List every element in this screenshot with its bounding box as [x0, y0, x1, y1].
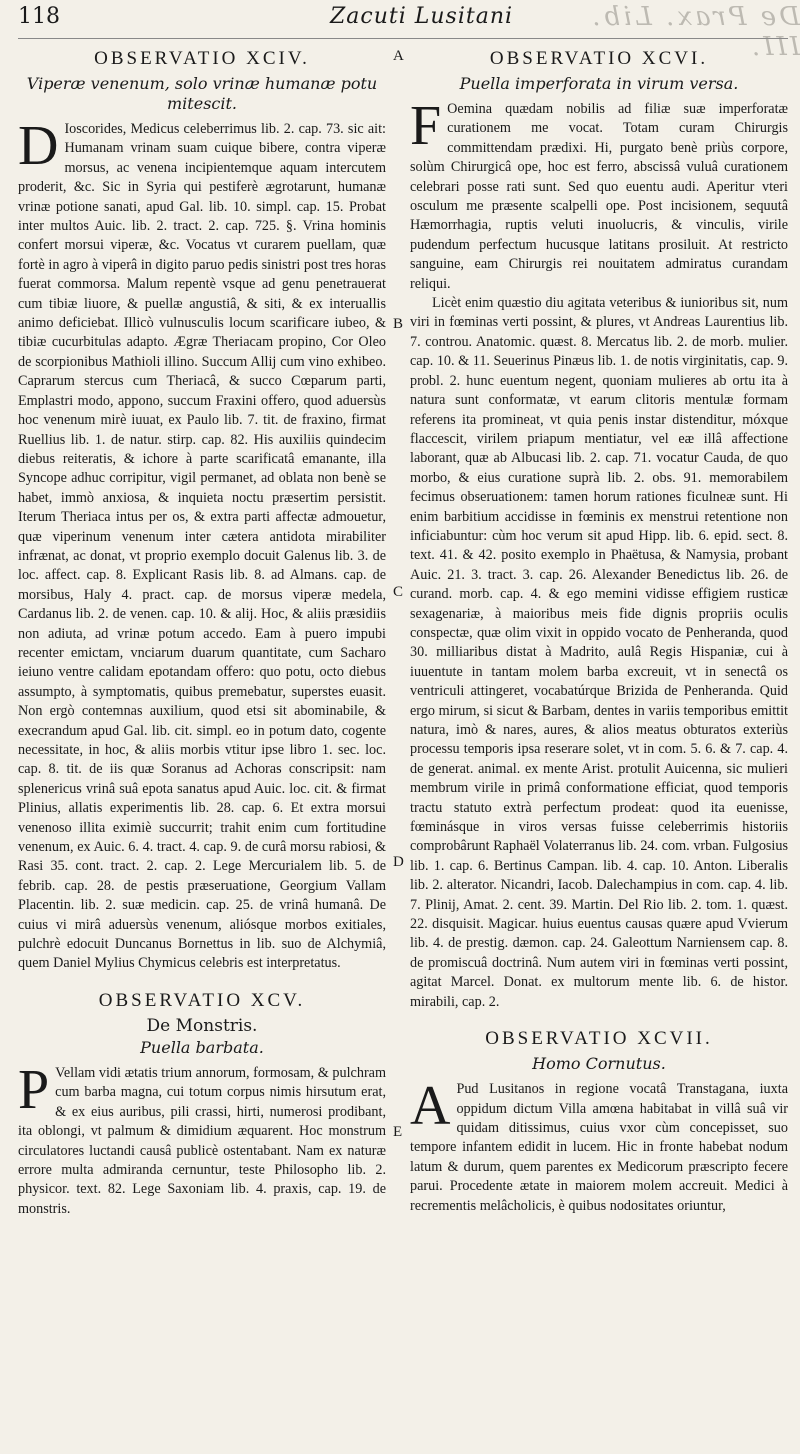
obs96-body [410, 95, 788, 294]
right-column [410, 46, 788, 1216]
obs95-text: Vellam vidi ætatis trium annorum, formosam, & pulchram cum barba magna, cui totum corpus nimis hirsutum erat, & ex eius auribus, pili crassi, hirti, numerosi prodibant, ita oblongi, vt palmum & dimidium æquarent. Hoc monstrum circulatores luctandi causâ publicè ostentabant. Nam ex naturæ errore multa admiranda cernuntur, teste Philosopho lib. 2. physicor. text. 82. Lege Saxoniam lib. 4. praxis, cap. 19. de monstris. [18, 1064, 386, 1217]
page-number: 118 [18, 4, 60, 29]
obs95-subtitle: De Monstris. [146, 1015, 258, 1036]
bleed-through-text: De Prax. Lib. III. [589, 2, 800, 62]
obs96-subtitle: Puella imperforata in virum versa. [459, 74, 739, 93]
obs97-dropcap: A [410, 1075, 451, 1138]
obs97-body [410, 1075, 788, 1216]
obs94-title: OBSERVATIO XCIV. [94, 48, 310, 69]
obs96-dropcap: F [410, 95, 442, 157]
header-rule [18, 38, 788, 39]
obs96-body-2 [410, 294, 788, 1012]
obs94-text: Ioscorides, Medicus celeberrimus lib. 2. cap. 73. sic ait: Humanam vrinam suam cuique bibere, contra viperæ morsus, ac venena incipientemque aquam intercutem proderit, &c. Sic in Syria qui pestiferè ægrotarunt, humanæ vrinæ potione sanati, apud Gal. lib. 10. simpl. cap. 15. Probat inter multos Auic. lib. 2. tract. 2. cap. 725. §. Vrina hominis confert morsui viperæ, &c. Vocatus vt curarem puellam, quæ fortè in agro à viperâ in digito paruo pedis sinistri post tres horas fuerat commorsa. Malum repentè vsque ad genu penetrauerat cum tibiæ liuore, & puellæ angustiâ, & siti, & ex interuallis animo deficiebat. Illicò vulnusculis locum scarificare iubeo, & tibiæ cucurbitulas adapto. Ægræ Theriacam propino, Cor Oleo de scorpionibus Mathioli illino. Succum Allij cum vino exhibeo. Caprarum stercus cum Theriacâ, & succo Cœparum parti, Emplastri modo, appono, succum Fraxini offero, quod aduersùs hoc venenum mirè iuuat, ex Paulo lib. 7. tit. de fraxino, firmat Ruellius lib. 1. de natur. stirp. cap. 82. His auxiliis quindecim diebus reiteratis, & ichore à parte scarificatâ emanante, illa Syncope adhuc corripitur, vigil permanet, ad oblata non benè se habet, immò anxiosa, & inquieta noctu præsertim persistit. Iterum Theriaca intus per os, & extra parti affectæ admouetur, quæ viperinum venenum inter cætera antidota mirabiliter infrænat, ac donat, vt proprio exemplo docuit Galenus lib. 3. de loc. affect. cap. 8. Explicant Rasis lib. 8. ad Almans. cap. de morsibus, Haly 4. pract. cap. de morsus viperæ medela, Cardanus lib. 2. de venen. cap. 10. & alij. Hoc, & aliis præsidiis non adiuta, ad vrinæ potum accedo. Eam à puero impubi recenter emictam, vnciarum duarum quantitate, cum Sacharo ieiuno ventre calidam epotandam offero: quo potu, octo diebus assumpto, à symptomatis, quibus premebatur, superstes euasit. Non ergò contemnas auxilium, quod etsi sit abominabile, & execrandum apud Gal. lib. cit. simpl. eo in potum dato, cogente necessitate, in hoc, & aliis morbis vtitur ipse libro 1. sec. loc. cap. 8. tit. de iis quæ Soranus ad Achoras conscripsit: nam splenericus vrinâ suâ epota sanatus apud Auic. loc. cit. & firmat Plinius, allatis experimentis lib. 28. cap. 6. Et extra morsui venenoso illita eximiè succurrit; trahit enim cum fortitudine venenum, ex Auic. 6. 4. tract. 4. cap. 9. de curâ morsu rabiosi, & Rasi 35. cont. tract. 2. cap. 2. Lege Mercurialem lib. 5. de febrib. cap. 28. de pestis præseruatione, Georgium Vallam Placentin. lib. 2. suæ medicin. cap. 25. de vrinâ humanâ. De cuius vi mirâ aduersùs venenum, aliósque morbos exitiales, pulchrè edocuit Duncanus Bornettus in lib. suo de Alchymiâ, quem Daniel Mylius Chymicus celebris est interpretatus. [18, 121, 386, 972]
obs97-title: OBSERVATIO XCVII. [485, 1028, 713, 1050]
obs94-dropcap: D [18, 115, 59, 177]
obs97-subtitle: Homo Cornutus. [532, 1054, 666, 1074]
obs95-body [18, 1058, 386, 1219]
obs96-text2: Licèt enim quæstio diu agitata veteribus & iunioribus sit, num viri in fœminas verti possint, & plures, vt Andreas Laurentius lib. 7. controu. Anatomic. quæst. 8. Mercatus lib. 2. de morb. mulier. cap. 10. & 11. Seuerinus Pinæus lib. 1. de notis virginitatis, cap. 9. probl. 2. hunc euentum negent, quoniam mulieres ab ortu ita à natura sunt conformatæ, vt earum clitoris mentulæ formam referens ita promineat, vt quia penis instar distenditur, móxque flaccescit, virilem priapum mentiatur, vel eæ illâ affectione laborant, quæ ab Albucasi lib. 2. cap. 71. vocatur Cauda, de quo morbo, & eius curatione suprà lib. 2. obs. 91. memorabilem fecimus obseruationem: tamen horum rationes ficulneæ sunt. Hi enim barbitium accidisse in fœminis ex menstrui retentione non inficiabuntur: cùm hoc verum sit apud Hipp. lib. 6. epid. sect. 8. text. 41. & 42. posito exemplo in Phaëtusa, & Namysia, probant Auic. 21. 3. tract. 3. cap. 26. Alexander Benedictus lib. 26. de curand. morb. cap. 4. & ego memini vidisse effigiem rusticæ sexagenariæ, à maioribus meis fide dignis propriis oculis conspectæ, quæ olim vixit in oppido vocato de Penheranda, quod 30. milliaribus distat à Madrito, aulâ Regis Hispaniæ, cui à iuuentute in tantam molem barba excreuit, vt in senectâ os ventriculi attingeret, vocabatúrque Brizida de Penheranda. Quid ergo mirum, si sicut & Barbam, dentes in variis temporibus emittit natura, imò & nares, aures, & alios meatus obturatos exteriùs processu temporis ipsa reserare solet, vt in com. 5. 6. & 7. cap. 4. de generat. animal. ex mente Arist. protulit Auicenna, sic mulieri membrum virile in primâ conformatione efficiat, quod temporis tractu statuto extrà perfectum prodeat: quod ita euenisse, fœminásque in viros versas fuisse celeberrimis historiis comprobârunt Raphaël Volaterranus lib. 24. com. vrban. Fulgosius lib. 1. cap. 6. Bertinus Campan. lib. 4. cap. 10. Anton. Liberalis lib. 2. alterator. Nicandri, Iacob. Dalechampius in com. cap. 4. lib. 7. Plinij, Amat. 2. cent. 39. Martin. Del Rio lib. 2. tom. 1. quæst. 22. disquisit. Magicar. huius euentus causas quære apud Vvierum lib. 4. de prestig. dæmon. cap. 24. Galeottum Narniensem cap. 8. de promiscuâ doctrinâ. Num autem viri in fœminas verti possint, agitat Marcel. Donat. ex multorum mente lib. 6. de histor. mirabili, cap. 2. [410, 295, 788, 1010]
obs94-subtitle: Viperæ venenum, solo vrinæ humanæ potu mitescit. [26, 74, 378, 113]
margin-letter-e: E [393, 1124, 403, 1140]
left-column [18, 46, 386, 1219]
margin-letter-b: B [393, 316, 404, 332]
obs96-title: OBSERVATIO XCVI. [489, 48, 709, 69]
obs94-body [18, 115, 386, 974]
obs96-text1: Oemina quædam nobilis ad filiæ suæ imperforatæ curationem me vocat. Totam curam Chirurgis committendam prædixi. Hi, purgato benè priùs corpore, solùm Chirurgicâ ope, hoc est ferro, abscissâ vuluâ curationem celebrari posse rati sunt. Sed quo euentu audi. Aperitur vteri osculum me præsente scalpelli ope. Post incisionem, sequutâ Hæmorrhagia, ruptis veluti inuolucris, & vinculis, virile pudendum perfectum hucusque latitans prosiluit. At restricto sanguine, eam Chirurgis rei nouitatem admiratus curandam reliqui. [410, 101, 788, 292]
obs95-title: OBSERVATIO XCV. [98, 989, 306, 1011]
obs97-text: Pud Lusitanos in regione vocatâ Transtagana, iuxta oppidum dictum Villa amœna habitabat in villâ suâ vir quidam ditissimus, cuius vxor cùm concepisset, suo tempore infantem edidit in lucem. Hic in fronte habebat nodum latum & durum, quem parentes ex Medicorum præscripto fecere parui. Procedente ætate in maiorem molem accreuit. Medici à recrementis melâcholicis, è quibus nodositates oriuntur, [410, 1081, 788, 1214]
obs95-subtitle-italic: Puella barbata. [140, 1037, 264, 1057]
obs95-dropcap: P [18, 1058, 50, 1121]
margin-letter-c: C [393, 584, 404, 600]
running-title: Zacuti Lusitani [330, 4, 514, 29]
margin-letter-a: A [393, 48, 404, 64]
margin-letter-d: D [393, 854, 404, 870]
